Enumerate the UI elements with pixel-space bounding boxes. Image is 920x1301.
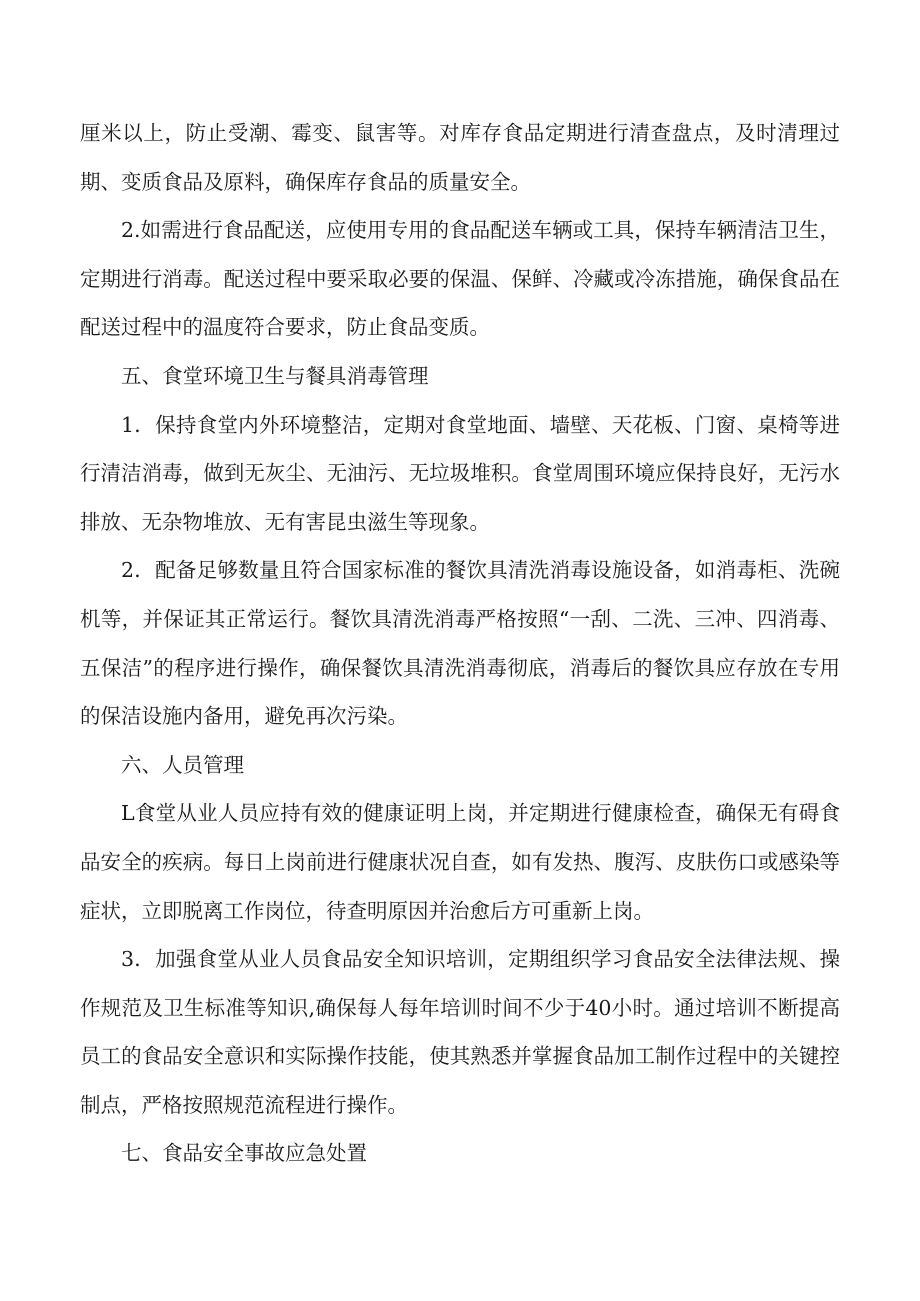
section-heading-environment-hygiene: 五、食堂环境卫生与餐具消毒管理 xyxy=(121,363,429,388)
paragraph-health-certificate: L食堂从业人员应持有效的健康证明上岗，并定期进行健康检查，确保无有碍食品安全的疾病。每日上岗前进行健康状况自查，如有发热、腹泻、皮肤伤口或感染等症状，立即脱离工作岗位，待查明原因并治愈后方可重新上岗。 xyxy=(80,801,840,923)
paragraph-food-delivery: 2.如需进行食品配送，应使用专用的食品配送车辆或工具，保持车辆清洁卫生，定期进行消毒。配送过程中要采取必要的保温、保鲜、冷藏或冷冻措施，确保食品在配送过程中的温度符合要求，防止食品变质。 xyxy=(80,218,840,340)
document-body xyxy=(80,109,840,1178)
paragraph-safety-training: 3．加强食堂从业人员食品安全知识培训，定期组织学习食品安全法律法规、操作规范及卫生标准等知识,确保每人每年培训时间不少于40小时。通过培训不断提高员工的食品安全意识和实际操作技能，使其熟悉并掌握食品加工制作过程中的关键控制点，严格按照规范流程进行操作。 xyxy=(80,947,840,1117)
section-heading-personnel-management: 六、人员管理 xyxy=(121,752,244,777)
section-heading-emergency-response: 七、食品安全事故应急处置 xyxy=(121,1141,367,1166)
paragraph-environment-cleaning: 1．保持食堂内外环境整洁，定期对食堂地面、墙壁、天花板、门窗、桌椅等进行清洁消毒，做到无灰尘、无油污、无垃圾堆积。食堂周围环境应保持良好，无污水排放、无杂物堆放、无有害昆虫滋生等现象。 xyxy=(80,412,840,534)
paragraph-tableware-disinfection: 2．配备足够数量且符合国家标准的餐饮具清洗消毒设施设备，如消毒柜、洗碗机等，并保证其正常运行。餐饮具清洗消毒严格按照“一刮、二洗、三冲、四消毒、五保洁”的程序进行操作，确保餐饮具清洗消毒彻底，消毒后的餐饮具应存放在专用的保洁设施内备用，避免再次污染。 xyxy=(80,558,840,729)
paragraph-storage-cleanup: 厘米以上，防止受潮、霉变、鼠害等。对库存食品定期进行清查盘点，及时清理过期、变质食品及原料，确保库存食品的质量安全。 xyxy=(80,121,840,194)
